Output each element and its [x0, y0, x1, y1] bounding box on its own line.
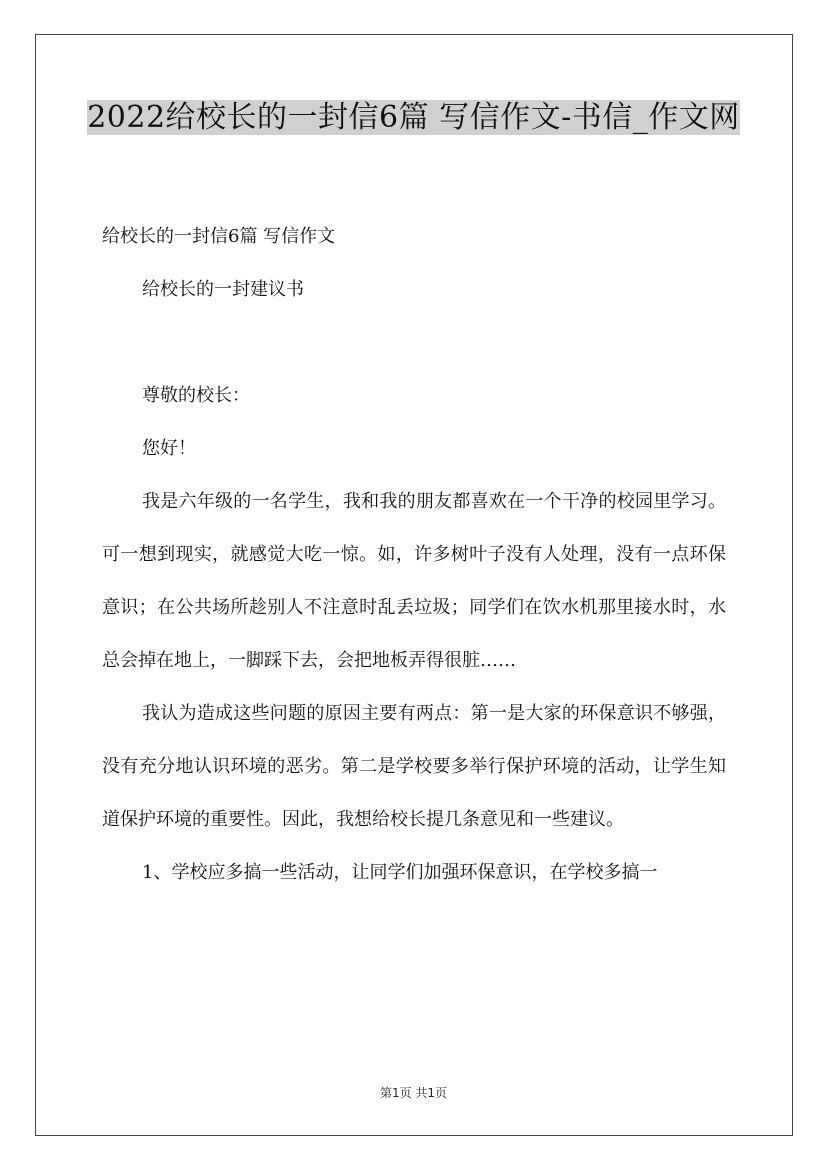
- document-subtitle: 给校长的一封信6篇 写信作文: [102, 226, 336, 247]
- letter-greeting: 您好！: [142, 438, 196, 459]
- letter-salutation: 尊敬的校长：: [142, 385, 250, 406]
- document-title: [60, 96, 767, 140]
- blank-line: [102, 316, 726, 369]
- letter-paragraph: 我认为造成这些问题的原因主要有两点：第一是大家的环保意识不够强，没有充分地认识环境的恶劣。第二是学校要多举行保护环境的活动，让学生知道保护环境的重要性。因此，我想给校长提几条意见和一些建议。: [102, 703, 726, 830]
- page-number-label: 第1页 共1页: [379, 1086, 448, 1100]
- document-title-text: 2022给校长的一封信6篇 写信作文-书信_作文网: [87, 100, 740, 135]
- letter-paragraph: 1、学校应多搞一些活动，让同学们加强环保意识，在学校多搞一: [142, 862, 658, 883]
- letter-heading: 给校长的一封建议书: [142, 279, 304, 300]
- letter-paragraph: 我是六年级的一名学生，我和我的朋友都喜欢在一个干净的校园里学习。可一想到现实，就感觉大吃一惊。如，许多树叶子没有人处理，没有一点环保意识；在公共场所趁别人不注意时乱丢垃圾；同学们在饮水机那里接水时，水总会掉在地上，一脚踩下去，会把地板弄得很脏……: [102, 491, 726, 671]
- page-footer: [0, 1084, 827, 1101]
- document-body: [102, 210, 726, 899]
